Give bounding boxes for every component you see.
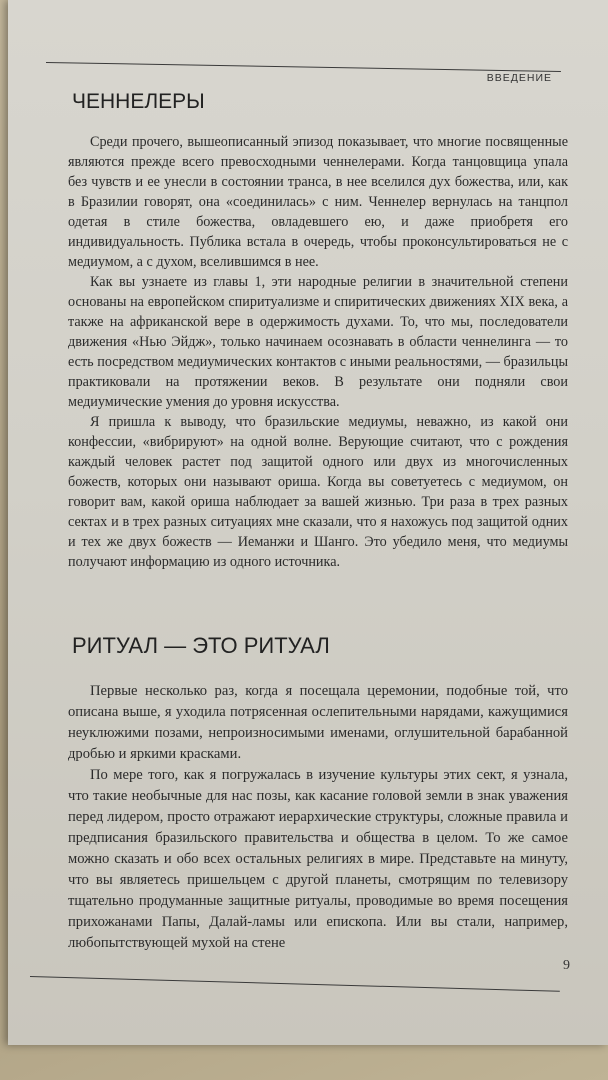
paragraph: Первые несколько раз, когда я посещала церемонии, подобные той, что описана выше, я уходила потрясенная ослепительными нарядами, кажущимися неуклюжими позами, непроизносимыми именами, оглушительной барабанной дробью и яркими красками.	[68, 683, 568, 762]
section-title-ritual: РИТУАЛ — ЭТО РИТУАЛ	[72, 633, 330, 658]
paragraph: Среди прочего, вышеописанный эпизод показывает, что многие посвященные являются прежде всего превосходными ченнелерами. Когда танцовщица упала без чувств и ее унесли в состоянии транса, в нее вселился дух божества, или, как в Бразилии говорят, она «соединилась» с ним. Ченнелер вернулась на танцпол одетая в стиле божества, овладевшего ею, и даже приобретя его индивидуальность. Публика встала в очередь, чтобы проконсультироваться не с медиумом, а с духом, вселившимся в нее.	[68, 134, 568, 270]
section-body-ritual	[68, 681, 568, 954]
header-rule	[46, 62, 561, 72]
footer-rule	[30, 976, 560, 992]
paragraph: Я пришла к выводу, что бразильские медиумы, неважно, из какой они конфессии, «вибрируют» на одной волне. Верующие считают, что с рождения каждый человек растет под защитой одного или двух из многочисленных божеств, которых они называют ориша. Когда вы советуетесь с медиумом, он говорит вам, какой ориша наблюдает за вашей жизнью. Три раза в трех разных сектах и в трех разных ситуациях мне сказали, что я нахожусь под защитой одних и тех же двух божеств — Иеманжи и Шанго. Это убедило меня, что медиумы получают информацию из одного источника.	[68, 414, 568, 570]
paragraph: Как вы узнаете из главы 1, эти народные религии в значительной степени основаны на европейском спиритуализме и спиритических движениях XIX века, а также на африканской вере в одержимость духами. То, что мы, последователи движения «Нью Эйдж», только начинаем осознавать в области ченнелинга — то есть посредством медиумических контактов с иными реальностями, — бразильцы практиковали на протяжении веков. В результате они подняли свои медиумические умения до уровня искусства.	[68, 274, 568, 410]
paragraph: По мере того, как я погружалась в изучение культуры этих сект, я узнала, что такие необычные для нас позы, как касание головой земли в знак уважения перед лидером, просто отражают иерархические структуры, сложные правила и предписания бразильского правительства и общества в целом. То же самое можно сказать и обо всех остальных религиях в мире. Представьте на минуту, что вы являетесь пришельцем с другой планеты, смотрящим по телевизору тщательно продуманные защитные ритуалы, проводимые во время посещения прихожанами Папы, Далай-ламы или епископа. Или вы стали, например, любопытствующей мухой на стене	[68, 767, 568, 951]
page-number: 9	[563, 958, 570, 973]
section-title-channelers: ЧЕННЕЛЕРЫ	[72, 90, 205, 113]
book-page	[8, 0, 608, 1045]
section-body-channelers	[68, 132, 568, 572]
running-head: ВВЕДЕНИЕ	[486, 72, 552, 84]
